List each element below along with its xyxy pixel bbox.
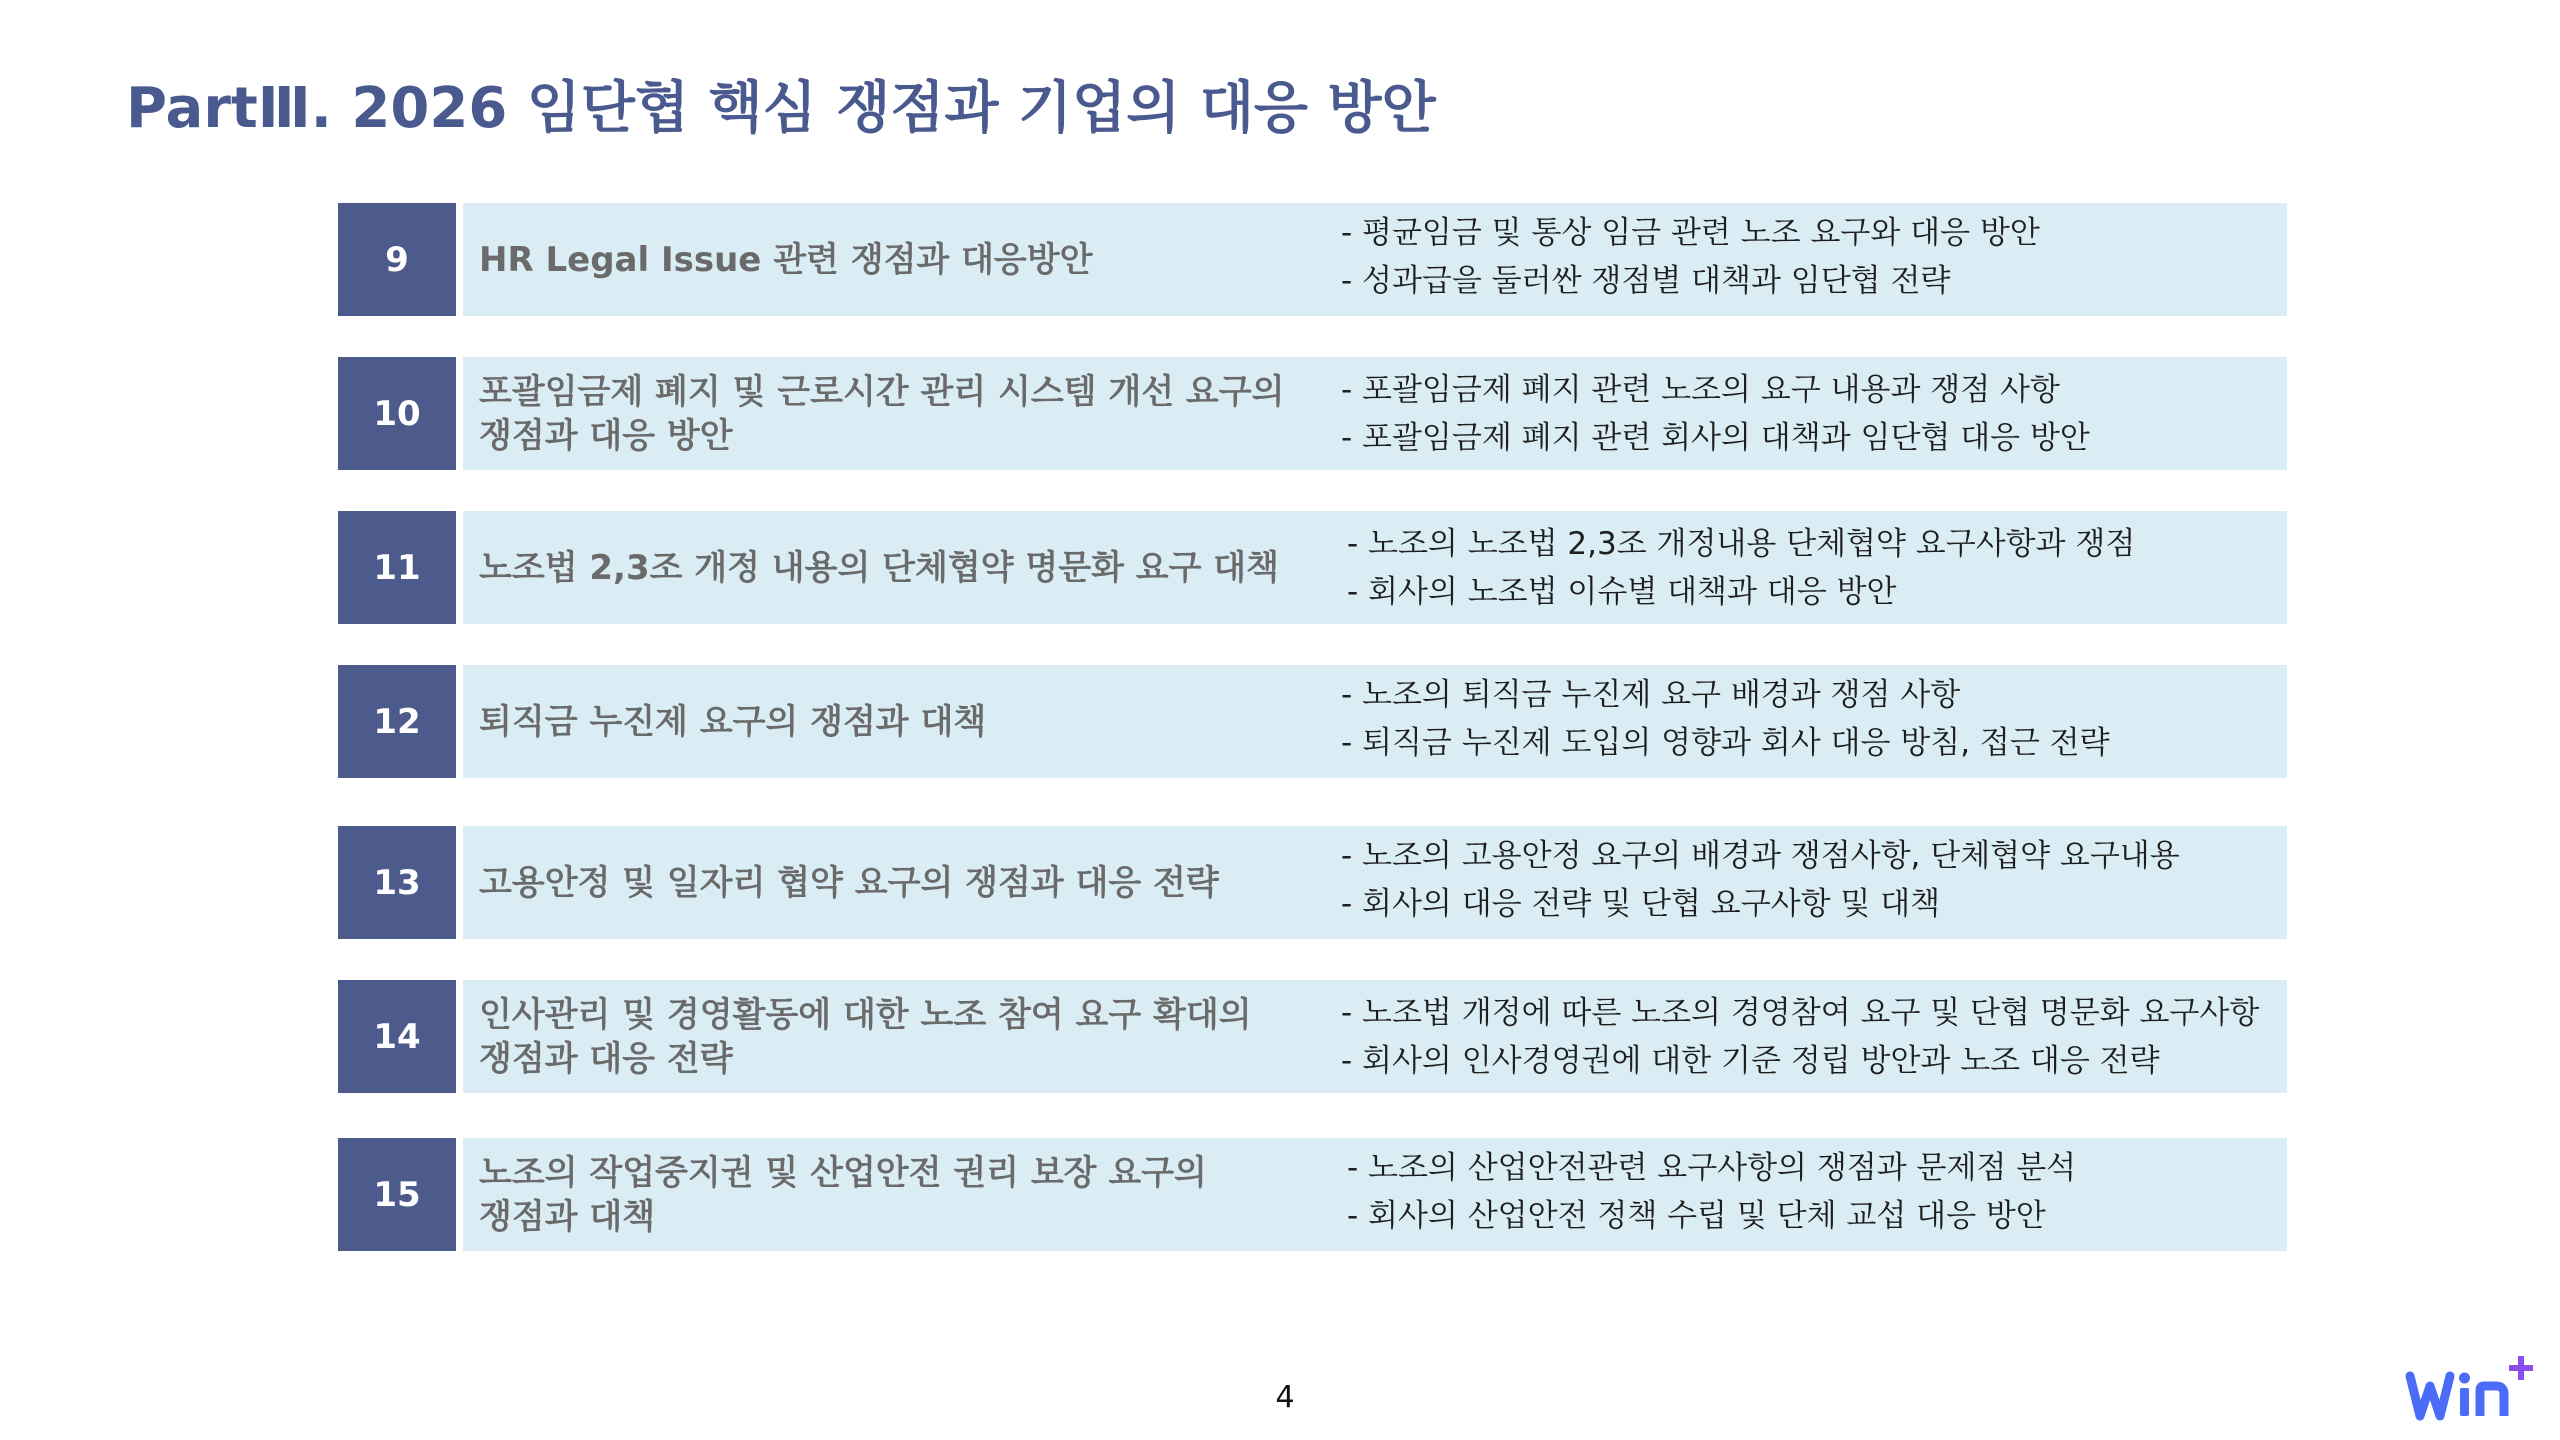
item-title: [479, 203, 1324, 316]
item-bullets: [1341, 823, 2281, 936]
bullet-item: - 노조의 산업안전관련 요구사항의 쟁점과 문제점 분석: [1347, 1149, 2077, 1186]
item-title: [479, 980, 1324, 1093]
item-content: [463, 203, 2287, 316]
item-title-line1: 노조의 작업중지권 및 산업안전 권리 보장 요구의: [479, 1152, 1207, 1193]
item-title-line1: HR Legal Issue 관련 쟁점과 대응방안: [479, 239, 1093, 280]
agenda-row-12: [338, 665, 2287, 778]
item-number: 12: [338, 665, 456, 778]
item-bullets: [1341, 980, 2281, 1093]
item-number: 14: [338, 980, 456, 1093]
item-content: [463, 826, 2287, 939]
win-plus-logo: [2404, 1352, 2542, 1432]
bullet-item: - 평균임금 및 통상 임금 관련 노조 요구와 대응 방안: [1341, 214, 2040, 251]
page-title: PartⅢ. 2026 임단협 핵심 쟁점과 기업의 대응 방안: [126, 76, 1436, 141]
agenda-row-11: [338, 511, 2287, 624]
item-title-line1: 인사관리 및 경영활동에 대한 노조 참여 요구 확대의: [479, 994, 1252, 1035]
item-title-line2: 쟁점과 대응 방안: [479, 415, 733, 456]
item-bullets: [1347, 511, 2287, 624]
bullet-item: - 노조법 개정에 따른 노조의 경영참여 요구 및 단협 명문화 요구사항: [1341, 994, 2260, 1031]
item-content: [463, 357, 2287, 470]
bullet-item: - 회사의 인사경영권에 대한 기준 정립 방안과 노조 대응 전략: [1341, 1042, 2160, 1079]
agenda-row-9: [338, 203, 2287, 316]
item-number: 15: [338, 1138, 456, 1251]
bullet-item: - 회사의 대응 전략 및 단협 요구사항 및 대책: [1341, 885, 1941, 922]
item-title: [479, 357, 1324, 470]
item-bullets: [1341, 357, 2281, 470]
page-number: 4: [1275, 1380, 1295, 1415]
bullet-item: - 포괄임금제 폐지 관련 회사의 대책과 임단협 대응 방안: [1341, 419, 2090, 456]
agenda-row-13: [338, 826, 2287, 939]
item-bullets: [1341, 662, 2281, 775]
bullet-item: - 회사의 산업안전 정책 수립 및 단체 교섭 대응 방안: [1347, 1197, 2046, 1234]
item-bullets: [1341, 200, 2281, 313]
item-number: 9: [338, 203, 456, 316]
item-title: [479, 826, 1324, 939]
item-content: [463, 665, 2287, 778]
item-bullets: [1347, 1135, 2287, 1248]
item-number: 13: [338, 826, 456, 939]
item-number: 11: [338, 511, 456, 624]
bullet-item: - 퇴직금 누진제 도입의 영향과 회사 대응 방침, 접근 전략: [1341, 724, 2110, 761]
item-title: [479, 511, 1324, 624]
item-title-line1: 고용안정 및 일자리 협약 요구의 쟁점과 대응 전략: [479, 862, 1219, 903]
item-title: [479, 1138, 1324, 1251]
agenda-row-14: [338, 980, 2287, 1093]
item-title-line2: 쟁점과 대책: [479, 1196, 656, 1237]
agenda-row-15: [338, 1138, 2287, 1251]
bullet-item: - 회사의 노조법 이슈별 대책과 대응 방안: [1347, 573, 1897, 610]
item-content: [463, 980, 2287, 1093]
item-title: [479, 665, 1324, 778]
item-title-line1: 노조법 2,3조 개정 내용의 단체협약 명문화 요구 대책: [479, 547, 1279, 588]
item-content: [463, 1138, 2287, 1251]
agenda-row-10: [338, 357, 2287, 470]
item-title-line1: 포괄임금제 폐지 및 근로시간 관리 시스템 개선 요구의: [479, 371, 1285, 412]
item-title-line1: 퇴직금 누진제 요구의 쟁점과 대책: [479, 701, 987, 742]
item-number: 10: [338, 357, 456, 470]
bullet-item: - 노조의 퇴직금 누진제 요구 배경과 쟁점 사항: [1341, 676, 1961, 713]
bullet-item: - 노조의 고용안정 요구의 배경과 쟁점사항, 단체협약 요구내용: [1341, 837, 2180, 874]
bullet-item: - 성과급을 둘러싼 쟁점별 대책과 임단협 전략: [1341, 262, 1951, 299]
bullet-item: - 노조의 노조법 2,3조 개정내용 단체협약 요구사항과 쟁점: [1347, 525, 2136, 562]
item-content: [463, 511, 2287, 624]
bullet-item: - 포괄임금제 폐지 관련 노조의 요구 내용과 쟁점 사항: [1341, 371, 2060, 408]
item-title-line2: 쟁점과 대응 전략: [479, 1038, 733, 1079]
